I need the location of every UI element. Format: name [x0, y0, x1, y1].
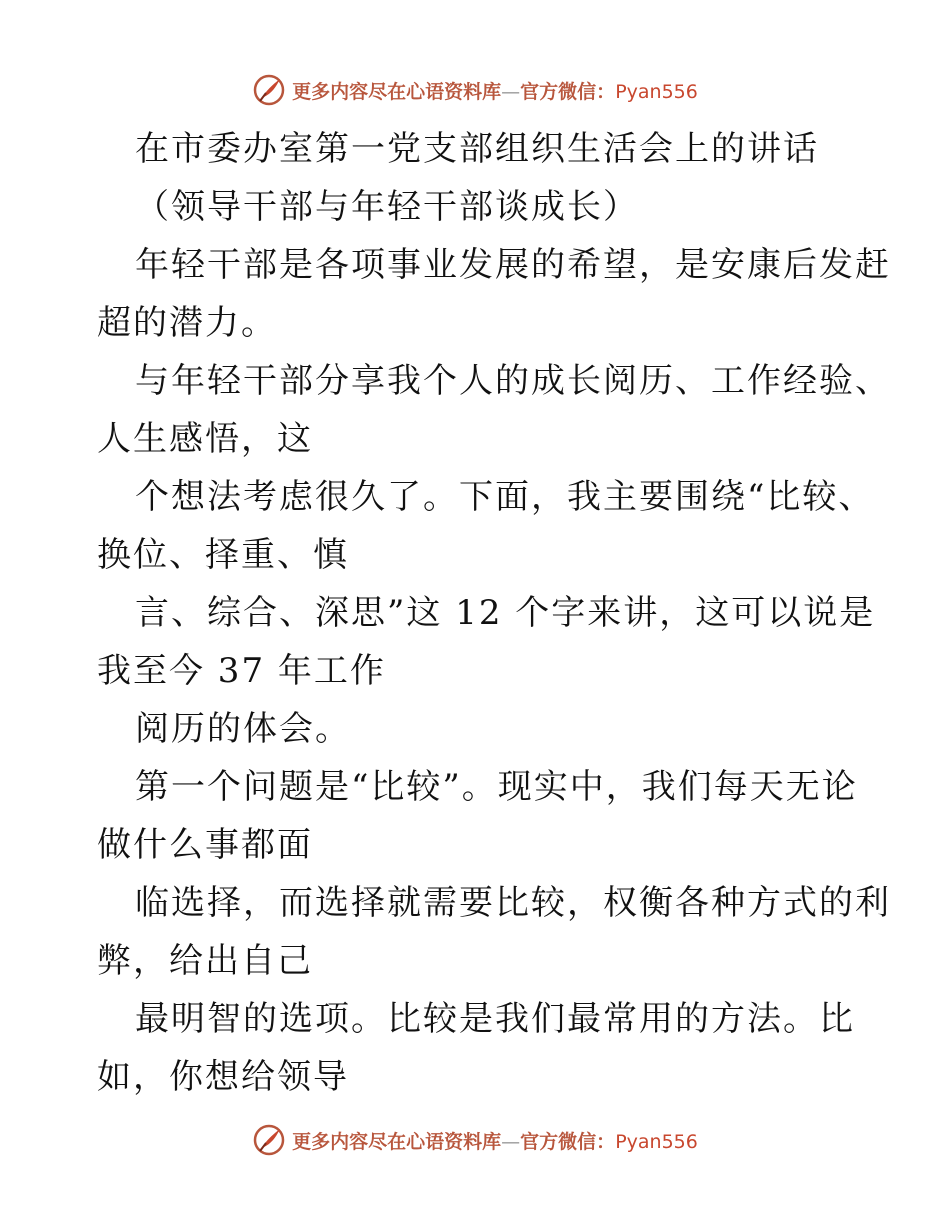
doc-line: 人生感悟，这: [97, 419, 313, 459]
doc-line: 阅历的体会。: [135, 709, 351, 749]
header-banner-sub: 官方微信：: [520, 80, 616, 103]
doc-line: 个想法考虑很久了。下面，我主要围绕“比较、: [135, 477, 875, 517]
doc-line: 超的潜力。: [97, 303, 277, 343]
doc-line: 第一个问题是“比较”。现实中，我们每天无论: [135, 767, 858, 807]
doc-line: 做什么事都面: [97, 825, 313, 865]
header-banner-dash: —: [501, 80, 521, 103]
doc-line: 我至今 37 年工作: [97, 651, 386, 691]
footer-banner-main: 更多内容尽在心语资料库: [292, 1130, 502, 1153]
doc-line: 如，你想给领导: [97, 1057, 349, 1097]
footer-banner-dash: —: [501, 1130, 521, 1153]
doc-line: 弊，给出自己: [97, 941, 313, 981]
feather-logo-icon: [252, 73, 286, 107]
header-banner-main: 更多内容尽在心语资料库: [292, 80, 502, 103]
footer-banner-text: [292, 1127, 698, 1154]
doc-title: 在市委办室第一党支部组织生活会上的讲话: [135, 129, 819, 169]
document-body: [97, 120, 891, 1106]
doc-subtitle: （领导干部与年轻干部谈成长）: [135, 187, 639, 227]
header-banner: [0, 70, 950, 110]
doc-line: 最明智的选项。比较是我们最常用的方法。比: [135, 999, 855, 1039]
header-banner-id: Pyan556: [615, 80, 698, 103]
doc-line: 临选择，而选择就需要比较，权衡各种方式的利: [135, 883, 891, 923]
doc-line: 与年轻干部分享我个人的成长阅历、工作经验、: [135, 361, 891, 401]
footer-banner: [0, 1120, 950, 1160]
doc-line: 年轻干部是各项事业发展的希望，是安康后发赶: [135, 245, 891, 285]
header-banner-text: [292, 77, 698, 104]
footer-banner-id: Pyan556: [615, 1130, 698, 1153]
feather-logo-icon: [252, 1123, 286, 1157]
doc-line: 言、综合、深思”这 12 个字来讲，这可以说是: [135, 593, 876, 633]
footer-banner-sub: 官方微信：: [520, 1130, 616, 1153]
doc-line: 换位、择重、慎: [97, 535, 349, 575]
